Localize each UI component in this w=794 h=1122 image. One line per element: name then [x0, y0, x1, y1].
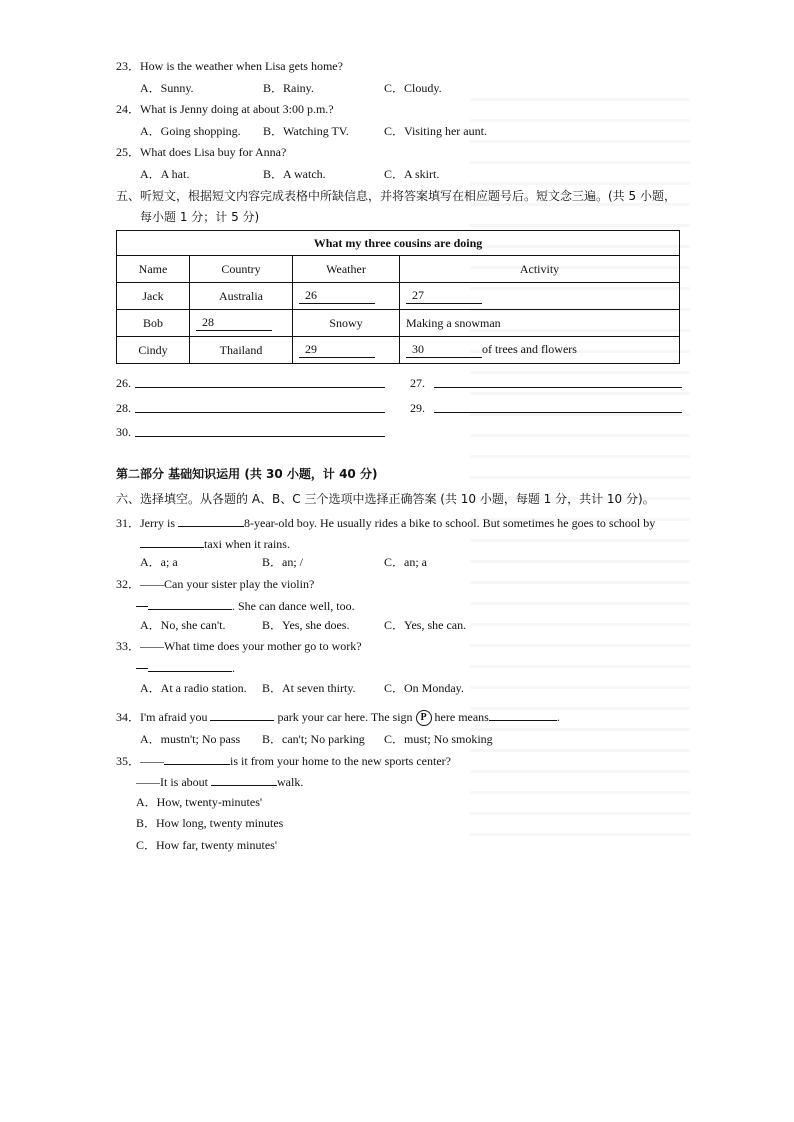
answer-26-line[interactable] — [135, 387, 385, 388]
q34-option-a[interactable]: A．mustn't; No pass — [140, 732, 241, 746]
cell-country: Thailand — [190, 337, 293, 364]
q31-stem — [116, 514, 655, 531]
q32-response — [136, 597, 355, 614]
no-parking-sign-icon: P — [416, 710, 432, 726]
blank-26[interactable]: 26 — [299, 288, 375, 304]
q31-blank-2[interactable] — [140, 535, 204, 548]
part2-title: 第二部分 基础知识运用 (共 30 小题，计 40 分) — [116, 467, 378, 481]
answer-27-label: 27. — [410, 376, 425, 390]
q35-blank-2[interactable] — [211, 773, 277, 786]
q25-stem: 25．What does Lisa buy for Anna? — [116, 145, 287, 159]
q24-stem: 24．What is Jenny doing at about 3:00 p.m.? — [116, 102, 334, 116]
q33-option-a[interactable]: A．At a radio station. — [140, 681, 247, 695]
header-weather: Weather — [293, 256, 400, 283]
q23-option-b[interactable]: B．Rainy. — [263, 81, 314, 95]
q34-blank-1[interactable] — [210, 708, 274, 721]
q35-stem — [116, 752, 451, 769]
q31-option-c[interactable]: C．an; a — [384, 555, 427, 569]
cell-name: Cindy — [117, 337, 190, 364]
q32-option-b[interactable]: B．Yes, she does. — [262, 618, 350, 632]
header-activity: Activity — [400, 256, 680, 283]
q23-option-c[interactable]: C．Cloudy. — [384, 81, 442, 95]
q31-part2: 8-year-old boy. He usually rides a bike to school. But sometimes he goes to school by — [244, 516, 656, 530]
q31-blank-1[interactable] — [178, 514, 244, 527]
q33-option-c[interactable]: C．On Monday. — [384, 681, 464, 695]
cell-name: Bob — [117, 310, 190, 337]
q32-blank[interactable] — [148, 597, 232, 610]
q32-option-a[interactable]: A．No, she can't. — [140, 618, 226, 632]
cousins-table — [116, 230, 680, 364]
table-header-row — [117, 256, 680, 283]
q34-part4: . — [556, 710, 560, 724]
q33-response — [136, 659, 235, 676]
q25-option-b[interactable]: B．A watch. — [263, 167, 326, 181]
q31-option-a[interactable]: A．a; a — [140, 555, 178, 569]
q34-option-c[interactable]: C．must; No smoking — [384, 732, 493, 746]
cell-activity-suffix: of trees and flowers — [482, 342, 577, 356]
q34-blank-2[interactable] — [489, 708, 557, 721]
q32-stem: 32．——Can your sister play the violin? — [116, 577, 315, 591]
q24-option-c[interactable]: C．Visiting her aunt. — [384, 124, 487, 138]
q33-stem: 33．——What time does your mother go to work? — [116, 639, 362, 653]
answer-30-label: 30. — [116, 425, 131, 439]
blank-29[interactable]: 29 — [299, 342, 375, 358]
section6-instruction: 六、选择填空。从各题的 A、B、C 三个选项中选择正确答案 (共 10 小题，每题 1 分，共计 10 分)。 — [116, 492, 655, 506]
q33-blank[interactable] — [148, 659, 232, 672]
q34-part2: park your car here. The sign — [277, 710, 413, 724]
q35-part1: 35．—— — [116, 754, 165, 768]
cell-activity: Making a snowman — [400, 310, 680, 337]
q32-dash — [136, 597, 148, 607]
q24-option-b[interactable]: B．Watching TV. — [263, 124, 349, 138]
table-row — [117, 283, 680, 310]
q35-response — [136, 773, 303, 790]
q23-option-a[interactable]: A．Sunny. — [140, 81, 194, 95]
cell-name: Jack — [117, 283, 190, 310]
q35-option-b[interactable]: B．How long, twenty minutes — [136, 816, 284, 830]
blank-27[interactable]: 27 — [406, 288, 482, 304]
answer-29-line[interactable] — [434, 412, 682, 413]
blank-28[interactable]: 28 — [196, 315, 272, 331]
q32-part2: . She can dance well, too. — [232, 599, 355, 613]
table-row — [117, 337, 680, 364]
answer-30-line[interactable] — [135, 436, 385, 437]
table-title: What my three cousins are doing — [117, 231, 680, 256]
header-country: Country — [190, 256, 293, 283]
q34-part3: here means — [434, 710, 489, 724]
q35-part3: ——It is about — [136, 775, 208, 789]
q35-part2: is it from your home to the new sports center? — [230, 754, 451, 768]
q35-option-a[interactable]: A．How, twenty-minutes' — [136, 795, 263, 809]
q25-option-c[interactable]: C．A skirt. — [384, 167, 440, 181]
header-name: Name — [117, 256, 190, 283]
table-row — [117, 310, 680, 337]
answer-26-label: 26. — [116, 376, 131, 390]
q35-blank-1[interactable] — [164, 752, 230, 765]
q34-option-b[interactable]: B．can't; No parking — [262, 732, 365, 746]
answer-28-line[interactable] — [135, 412, 385, 413]
blank-30[interactable]: 30 — [406, 342, 482, 358]
q33-part2: . — [232, 661, 235, 675]
q35-part4: walk. — [277, 775, 304, 789]
answer-27-line[interactable] — [434, 387, 682, 388]
q33-option-b[interactable]: B．At seven thirty. — [262, 681, 356, 695]
q31-option-b[interactable]: B．an; / — [262, 555, 303, 569]
cell-country: Australia — [190, 283, 293, 310]
answer-28-label: 28. — [116, 401, 131, 415]
q25-option-a[interactable]: A．A hat. — [140, 167, 190, 181]
cell-weather: Snowy — [293, 310, 400, 337]
q32-option-c[interactable]: C．Yes, she can. — [384, 618, 467, 632]
q31-part1: 31．Jerry is — [116, 516, 175, 530]
q34-part1: 34．I'm afraid you — [116, 710, 208, 724]
section5-instruction-cont: 每小题 1 分；计 5 分) — [140, 210, 260, 224]
q35-option-c[interactable]: C．How far, twenty minutes' — [136, 838, 277, 852]
answer-29-label: 29. — [410, 401, 425, 415]
q31-part3: taxi when it rains. — [204, 537, 290, 551]
q24-option-a[interactable]: A．Going shopping. — [140, 124, 241, 138]
section5-instruction: 五、听短文，根据短文内容完成表格中所缺信息，并将答案填写在相应题号后。短文念三遍。(共 5 小题， — [116, 189, 676, 203]
q33-dash — [136, 659, 148, 669]
q23-stem: 23．How is the weather when Lisa gets home? — [116, 59, 343, 73]
q34-stem — [116, 708, 560, 726]
q31-stem-cont — [140, 535, 290, 552]
